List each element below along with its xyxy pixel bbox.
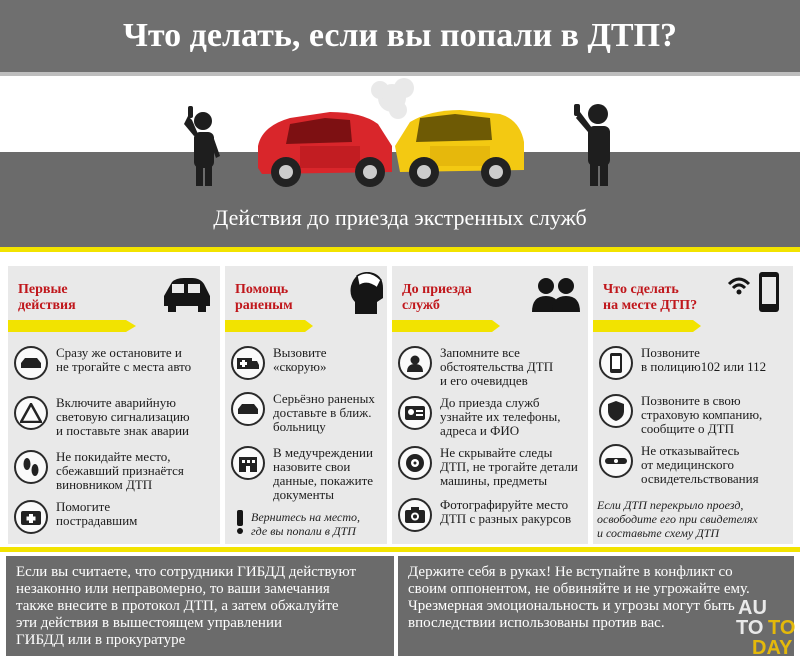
footprints-icon [14,450,48,484]
man-on-phone-icon [184,106,220,186]
bottom-box-complaint: Если вы считаете, что сотрудники ГИБДД действуют незаконно или неправомерно, то ваши замечания также внесите в протокол ДТП, а затем обжалуйте эти действия в вышестоящем управлении ГИБДД или в прокуратуре [6,556,394,656]
list-item: Помогите пострадавшим [14,500,219,536]
note-return: Вернитесь на место, где вы попали в ДТП [251,510,361,538]
phone-wifi-icon [727,270,787,316]
list-item: Фотографируйте место ДТП с разных ракурсов [398,498,588,534]
column-title: Что сделать на месте ДТП? [603,282,698,313]
page-title: Что делать, если вы попали в ДТП? [122,17,678,54]
list-item: Запомните все обстоятельства ДТП и его очевидцев [398,346,588,392]
list-item: До приезда служб узнайте их телефоны, адреса и ФИО [398,396,588,442]
list-item: Позвоните в свою страховую компанию, сообщите о ДТП [599,394,793,440]
car-icon [231,392,265,426]
accident-scene-illustration [0,76,800,196]
arrow-bar [8,318,138,334]
hero-subtitle: Действия до приезда экстренных служб [213,205,587,230]
car-icon [158,272,214,318]
exclamation-icon [233,509,247,535]
hospital-icon [231,446,265,480]
id-card-icon [398,396,432,430]
ambulance-icon [231,346,265,380]
breathalyzer-icon [599,444,633,478]
phone-icon [599,346,633,380]
arrow-bar [392,318,502,334]
column-at-scene [593,266,793,544]
list-item: Не отказывайтесь от медицинского освидетельствования [599,444,793,490]
red-car-icon [258,112,392,187]
person-icon [398,346,432,380]
column-title: Помощь раненым [235,282,293,313]
car-icon [14,346,48,380]
list-item: Не покидайте место, сбежавший признаётся виновником ДТП [14,450,219,496]
wheel-icon [398,446,432,480]
column-before-services [392,266,588,544]
column-title: Первые действия [18,282,76,313]
bottom-divider [0,547,800,552]
camera-icon [398,498,432,532]
autotoday-watermark-logo: AU TO TO DAY [736,597,796,659]
list-item: Сразу же остановите и не трогайте с места авто [14,346,219,386]
first-aid-icon [14,500,48,534]
list-item: В медучреждении назовите свои данные, покажите документы [231,446,387,504]
column-title: До приезда служб [402,282,472,313]
arrow-bar [225,318,315,334]
head-bandage-icon [347,268,387,316]
bottom-box-calm: Держите себя в руках! Не вступайте в конфликт со своим оппонентом, не обвиняйте и не угрожайте ему. Чрезмерная эмоциональность и угрозы могут быть впоследствии использованы против вас. [398,556,794,656]
hero-divider [0,247,800,252]
list-item: Позвоните в полицию102 или 112 [599,346,793,382]
column-help-injured [225,266,387,544]
note-clear-road: Если ДТП перекрыло проезд, освободите его при свидетелях и составьте схему ДТП [597,498,758,540]
list-item: Не скрывайте следы ДТП, не трогайте детали машины, предметы [398,446,588,492]
list-item: Включите аварийную световую сигнализацию и поставьте знак аварии [14,396,219,442]
list-item: Вызовите «скорую» [231,346,387,382]
yellow-car-icon [395,110,524,187]
column-first-actions [8,266,220,544]
shield-icon [599,394,633,428]
warning-triangle-icon [14,396,48,430]
smoke-icon [371,78,414,119]
people-icon [530,274,582,314]
arrow-bar [593,318,703,334]
list-item: Серьёзно раненых доставьте в ближ. больницу [231,392,387,438]
man-icon [574,104,610,186]
